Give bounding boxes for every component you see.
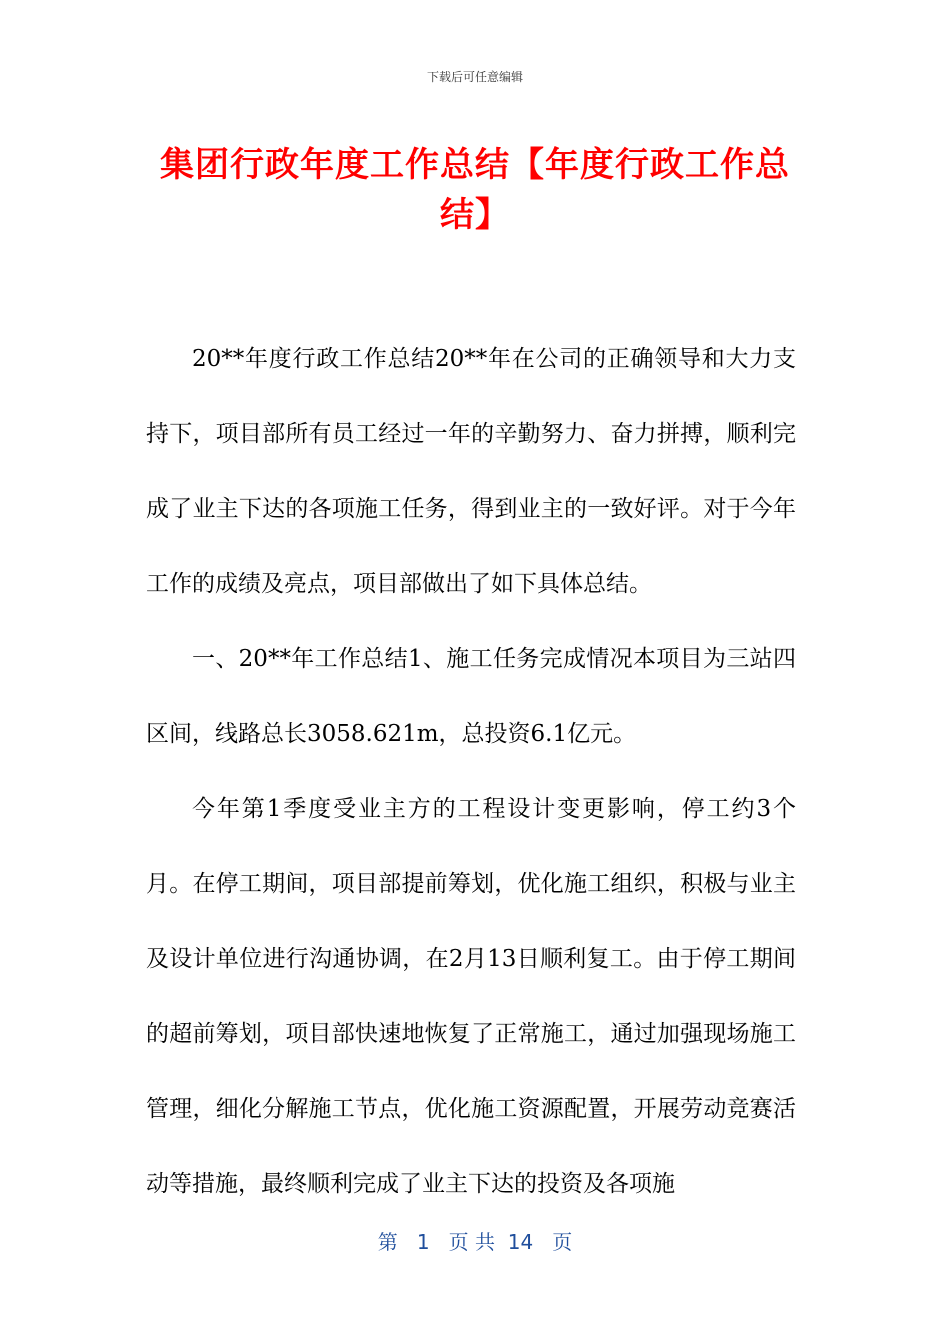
document-title: 集团行政年度工作总结【年度行政工作总结】 bbox=[160, 145, 790, 235]
page-footer bbox=[0, 1226, 950, 1255]
footer-label-total: 页 共 bbox=[448, 1230, 495, 1254]
header-note: 下载后可任意编辑 bbox=[426, 70, 523, 84]
document-body bbox=[146, 322, 796, 1222]
paragraph-intro: 20**年度行政工作总结20**年在公司的正确领导和大力支持下，项目部所有员工经过一年的辛勤努力、奋力拼搏，顺利完成了业主下达的各项施工任务，得到业主的一致好评。对于今年工作的成绩及亮点，项目部做出了如下具体总结。 bbox=[146, 346, 796, 597]
footer-label-page: 第 bbox=[377, 1230, 398, 1254]
footer-total-pages: 14 bbox=[507, 1230, 534, 1254]
paragraph-q1-details: 今年第1季度受业主方的工程设计变更影响，停工约3个月。在停工期间，项目部提前筹划，优化施工组织，积极与业主及设计单位进行沟通协调，在2月13日顺利复工。由于停工期间的超前筹划，项目部快速地恢复了正常施工，通过加强现场施工管理，细化分解施工节点，优化施工资源配置，开展劳动竞赛活动等措施，最终顺利完成了业主下达的投资及各项施 bbox=[146, 796, 796, 1197]
footer-label-end: 页 bbox=[552, 1230, 573, 1254]
footer-current-page: 1 bbox=[416, 1230, 430, 1254]
paragraph-section-one: 一、20**年工作总结1、施工任务完成情况本项目为三站四区间，线路总长3058.621m，总投资6.1亿元。 bbox=[146, 646, 796, 747]
